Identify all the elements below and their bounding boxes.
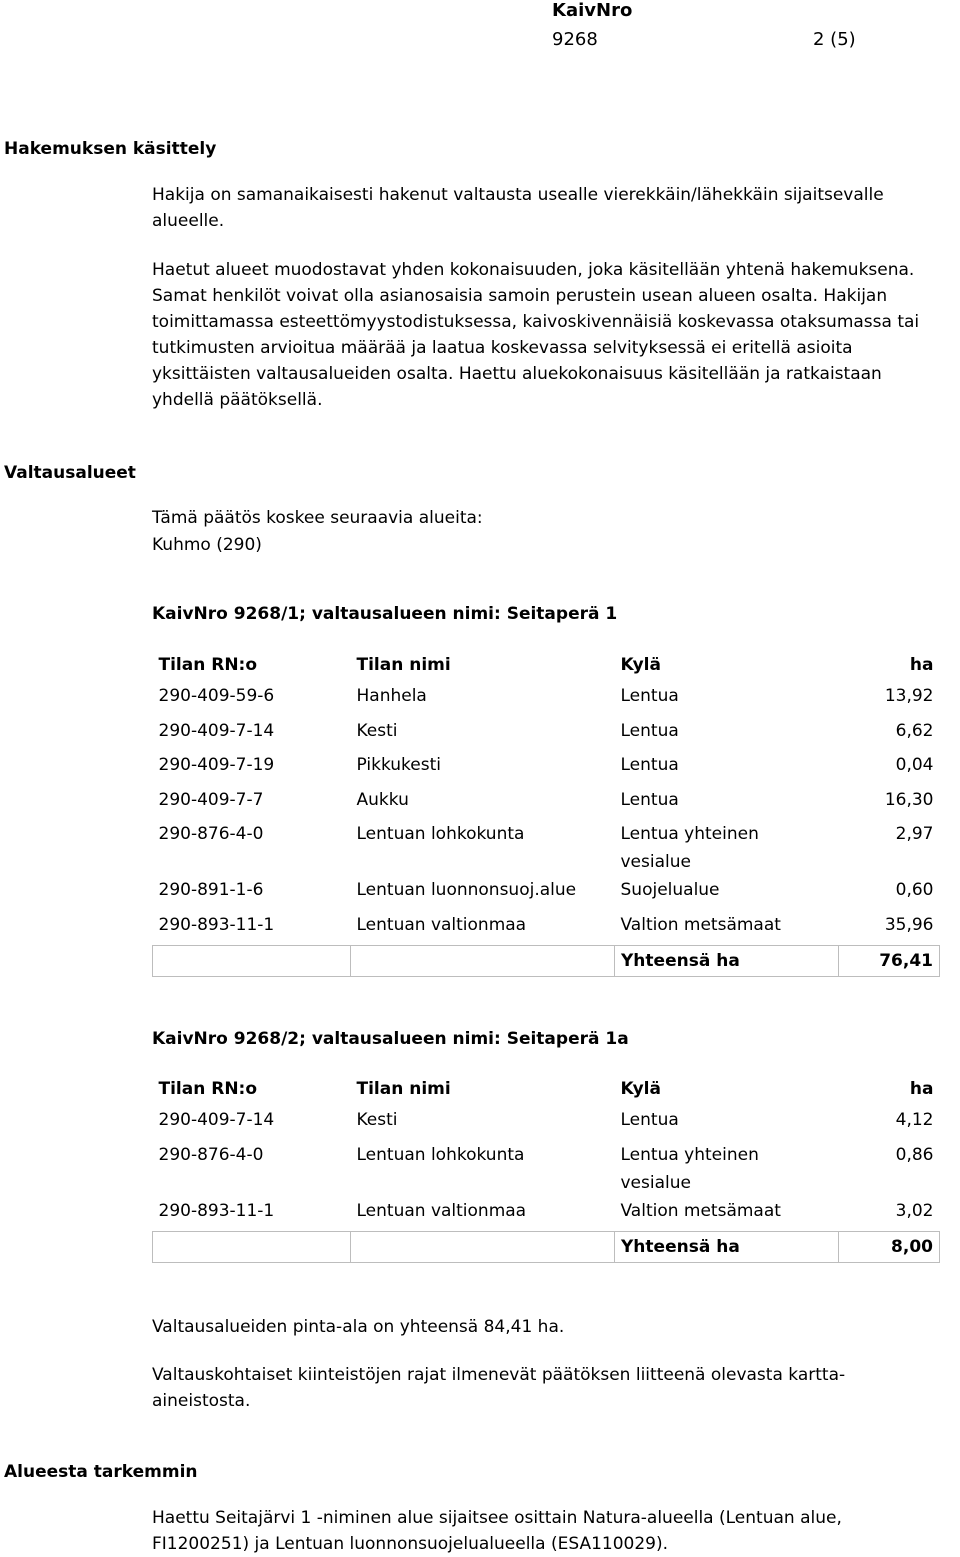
cell-ha: 13,92: [884, 686, 934, 706]
cell-ha: 35,96: [884, 914, 934, 935]
processing-paragraph-2: Haetut alueet muodostavat yhden kokonaisuuden, joka käsitellään yhtenä hakemuksena. Samat henkilöt voivat olla asianosaisia samoin perustein usean alueen osalta. Hakijan toimittamassa esteettömyystodistuksessa, kaivoskivennäisiä koskevassa otaksumassa tai tutkimusten arvioitua määrää ja laatua koskevassa selvityksessä ei eritellä asioita yksittäisten valtausalueiden osalta. Haettu aluekokonaisuus käsitellään ja ratkaistaan yhdellä päätöksellä.: [152, 260, 920, 410]
claims-municipality: Kuhmo (290): [152, 535, 262, 555]
cell-ha: 16,30: [884, 789, 934, 810]
cell-name: Kesti: [356, 1110, 398, 1130]
cell-rn: 290-876-4-0: [158, 1144, 264, 1165]
boundaries-text: Valtauskohtaiset kiinteistöjen rajat ilmenevät päätöksen liitteenä olevasta kartta-aineistosta.: [152, 1365, 846, 1411]
cell-name: Lentuan luonnonsuoj.alue: [356, 880, 577, 900]
column-header-village: Kylä: [620, 655, 661, 675]
total-value: 8,00: [839, 1232, 940, 1263]
total-row: [153, 946, 940, 977]
details-heading: Alueesta tarkemmin: [4, 1462, 198, 1482]
cell-rn: 290-409-7-14: [158, 1110, 275, 1130]
table-row: [153, 786, 940, 821]
cell-ha: 4,12: [895, 1110, 934, 1130]
cell-village: Lentua yhteinen vesialue: [620, 824, 759, 872]
document-type: KaivNro: [552, 0, 633, 21]
cell-rn: 290-893-11-1: [158, 1200, 275, 1221]
claims-heading: Valtausalueet: [4, 463, 136, 483]
table-row: [153, 717, 940, 752]
cell-village: Lentua: [620, 789, 679, 810]
column-header-ha: ha: [909, 655, 934, 675]
total-label: Yhteensä ha: [615, 1232, 839, 1263]
area-1-title: KaivNro 9268/1; valtausalueen nimi: Seitaperä 1: [152, 604, 618, 624]
column-header-name: Tilan nimi: [356, 1079, 451, 1099]
cell-village: Lentua: [620, 720, 679, 741]
total-label: Yhteensä ha: [615, 946, 839, 977]
cell-name: Hanhela: [356, 686, 427, 706]
table-row: [153, 751, 940, 786]
table-header-row: [153, 1072, 940, 1106]
table-header-row: [153, 648, 940, 682]
column-header-village: Kylä: [620, 1079, 661, 1099]
table-row: [153, 1141, 940, 1197]
column-header-rn: Tilan RN:o: [158, 655, 258, 675]
cell-village: Lentua: [620, 686, 679, 706]
cell-name: Lentuan lohkokunta: [356, 824, 525, 844]
total-empty-cell: [351, 946, 615, 977]
column-header-rn: Tilan RN:o: [158, 1079, 258, 1099]
total-empty-cell: [153, 946, 351, 977]
cell-village: Valtion metsämaat: [620, 1200, 781, 1221]
area-2-title: KaivNro 9268/2; valtausalueen nimi: Seitaperä 1a: [152, 1029, 629, 1049]
cell-village: Suojelualue: [620, 880, 720, 900]
cell-name: Lentuan valtionmaa: [356, 1200, 527, 1221]
page-indicator: 2 (5): [813, 29, 856, 50]
area-2-parcel-table: [152, 1072, 940, 1263]
table-row: [153, 1197, 940, 1232]
cell-village: Valtion metsämaat: [620, 914, 781, 935]
cell-rn: 290-876-4-0: [158, 824, 264, 844]
cell-rn: 290-409-59-6: [158, 686, 275, 706]
total-area-text: Valtausalueiden pinta-ala on yhteensä 84,41 ha.: [152, 1317, 565, 1337]
cell-rn: 290-893-11-1: [158, 914, 275, 935]
column-header-name: Tilan nimi: [356, 655, 451, 675]
document-number: 9268: [552, 29, 598, 50]
total-row: [153, 1232, 940, 1263]
processing-heading: Hakemuksen käsittely: [4, 139, 217, 159]
table-row: [153, 682, 940, 717]
cell-name: Lentuan lohkokunta: [356, 1144, 525, 1165]
table-row: [153, 911, 940, 946]
column-header-ha: ha: [909, 1079, 934, 1099]
cell-village: Lentua yhteinen vesialue: [620, 1144, 759, 1193]
cell-ha: 0,86: [895, 1144, 934, 1165]
cell-name: Lentuan valtionmaa: [356, 914, 527, 935]
table-row: [153, 876, 940, 911]
cell-village: Lentua: [620, 1110, 679, 1130]
cell-rn: 290-409-7-7: [158, 789, 264, 810]
total-value: 76,41: [839, 946, 940, 977]
cell-ha: 2,97: [895, 824, 934, 844]
table-row: [153, 820, 940, 876]
cell-name: Aukku: [356, 789, 409, 810]
cell-ha: 6,62: [895, 720, 934, 741]
area-1-parcel-table: [152, 648, 940, 977]
cell-name: Pikkukesti: [356, 755, 441, 775]
processing-paragraph-1: Hakija on samanaikaisesti hakenut valtausta usealle vierekkäin/lähekkäin sijaitsevalle alueelle.: [152, 185, 884, 231]
cell-ha: 0,04: [895, 755, 934, 775]
total-empty-cell: [153, 1232, 351, 1263]
cell-ha: 0,60: [895, 880, 934, 900]
cell-rn: 290-891-1-6: [158, 880, 264, 900]
cell-rn: 290-409-7-19: [158, 755, 275, 775]
table-row: [153, 1106, 940, 1141]
cell-ha: 3,02: [895, 1200, 934, 1221]
total-empty-cell: [351, 1232, 615, 1263]
cell-rn: 290-409-7-14: [158, 720, 275, 741]
details-text: Haettu Seitajärvi 1 -niminen alue sijaitsee osittain Natura-alueella (Lentuan alue, FI1200251) ja Lentuan luonnonsuojelualueella (ESA110029).: [152, 1508, 842, 1554]
claims-intro-line-1: Tämä päätös koskee seuraavia alueita:: [152, 508, 483, 528]
cell-village: Lentua: [620, 755, 679, 775]
cell-name: Kesti: [356, 720, 398, 741]
